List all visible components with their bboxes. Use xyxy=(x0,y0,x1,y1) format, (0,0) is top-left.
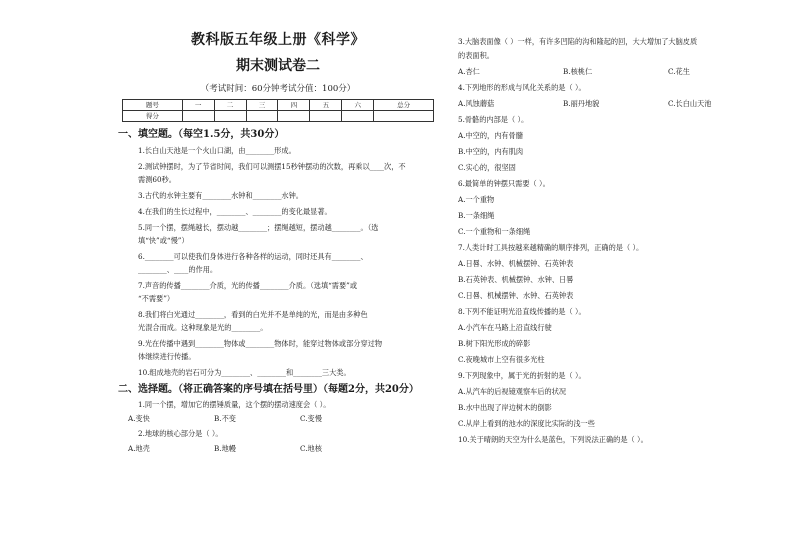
fill-question-6: 6.________可以使我们身体进行各种各样的运动，同时还具有________、 xyxy=(138,252,368,261)
fill-question-9: 9.光在传播中遇到________物体或________物体时，能穿过物体或部分穿过物 xyxy=(138,339,383,348)
option[interactable]: C.地核 xyxy=(300,444,322,453)
score-input-cell[interactable] xyxy=(342,111,374,122)
fill-question-7: 7.声音的传播________介质，光的传播________介质。（选填“需要”或 xyxy=(138,281,358,290)
score-input-cell[interactable] xyxy=(182,111,214,122)
option[interactable]: A.日晷、水钟、机械摆钟、石英钟表 xyxy=(458,259,574,268)
option[interactable]: B.不变 xyxy=(214,414,236,423)
choice-question-4: 4.下列地形的形成与风化关系的是（ ）。 xyxy=(458,83,586,92)
choice-question-3-cont: 的表面积。 xyxy=(458,51,494,60)
choice-question-7: 7.人类计时工具按越来越精确的顺序排列，正确的是（ ）。 xyxy=(458,243,644,252)
fill-question-8: 8.我们将白光通过________，看到的白光并不是单纯的光，而是由多种色 xyxy=(138,310,368,319)
choice-question-4-options xyxy=(458,98,778,109)
score-cell: 二 xyxy=(214,100,246,111)
option[interactable]: B.一条细绳 xyxy=(458,211,495,220)
option[interactable]: A.一个重物 xyxy=(458,195,495,204)
option[interactable]: B.地幔 xyxy=(214,444,236,453)
option[interactable]: B.中空的，内有肌肉 xyxy=(458,147,524,156)
choice-question-3: 3.大脑表面像（ ）一样，有许多凹陷的沟和隆起的回，大大增加了大脑皮质 xyxy=(458,37,698,46)
score-cell: 四 xyxy=(278,100,310,111)
exam-info: （考试时间：60分钟考试分值：100分） xyxy=(200,84,356,94)
option[interactable]: C.变慢 xyxy=(300,414,322,423)
option[interactable]: A.小汽车在马路上沿直线行驶 xyxy=(458,323,552,332)
option[interactable]: C.一个重物和一条细绳 xyxy=(458,227,531,236)
option[interactable]: A.地壳 xyxy=(128,444,150,453)
score-input-cell[interactable] xyxy=(310,111,342,122)
choice-question-3-options xyxy=(458,66,778,77)
fill-question-4: 4.在我们的生长过程中，________、________的变化最显著。 xyxy=(138,207,332,216)
fill-question-6-cont: ________、____的作用。 xyxy=(138,265,218,274)
option[interactable]: A.中空的，内有骨髓 xyxy=(458,131,523,140)
score-cell: 六 xyxy=(342,100,374,111)
option[interactable]: B.核桃仁 xyxy=(563,67,593,76)
choice-question-1-options xyxy=(118,413,438,424)
option[interactable]: B.丽丹地貌 xyxy=(563,99,600,108)
score-table xyxy=(122,99,434,122)
choice-question-6: 6.最简单的钟摆只需要（ ）。 xyxy=(458,179,550,188)
score-table-header-row xyxy=(123,100,434,111)
option[interactable]: C.日晷、机械摆钟、水钟、石英钟表 xyxy=(458,291,574,300)
score-cell: 得分 xyxy=(123,111,183,122)
choice-question-5: 5.骨骼的内部是（ ）。 xyxy=(458,115,529,124)
fill-question-5: 5.同一个摆，摆绳越长，摆动越________；摆绳越短，摆动越________。（选 xyxy=(138,223,379,232)
option[interactable]: A.风蚀蘑菇 xyxy=(458,99,495,108)
exam-subtitle: 期末测试卷二 xyxy=(236,58,320,74)
fill-question-2: 2.测试钟摆时，为了节省时间，我们可以测摆15秒钟摆动的次数，再乘以____次，不 xyxy=(138,162,406,171)
fill-question-3: 3.古代的水钟主要有________水钟和________水钟。 xyxy=(138,191,303,200)
right-column xyxy=(458,36,778,445)
fill-question-7-cont: “不需要”） xyxy=(138,294,175,303)
score-input-cell[interactable] xyxy=(374,111,434,122)
score-cell: 五 xyxy=(310,100,342,111)
choice-question-9: 9.下列现象中，属于光的折射的是（ ）。 xyxy=(458,371,586,380)
option[interactable]: A.杏仁 xyxy=(458,67,480,76)
score-input-cell[interactable] xyxy=(278,111,310,122)
choice-question-1: 1.同一个摆，增加它的摆锤质量，这个摆的摆动速度会（ ）。 xyxy=(138,400,331,409)
score-cell: 一 xyxy=(182,100,214,111)
score-table-score-row xyxy=(123,111,434,122)
fill-question-10: 10.组成地壳的岩石可分为________、________和________三大类。 xyxy=(138,368,351,377)
fill-question-5-cont: 填“快”或“慢”） xyxy=(138,236,189,245)
option[interactable]: C.长白山天池 xyxy=(668,99,712,108)
option[interactable]: C.从岸上看到的池水的深度比实际的浅一些 xyxy=(458,419,595,428)
option[interactable]: B.树下阳光形成的碎影 xyxy=(458,339,531,348)
score-cell: 总分 xyxy=(374,100,434,111)
score-input-cell[interactable] xyxy=(246,111,278,122)
option[interactable]: A.变快 xyxy=(128,414,150,423)
score-cell: 题号 xyxy=(123,100,183,111)
option[interactable]: C.花生 xyxy=(668,67,690,76)
left-column xyxy=(118,30,438,454)
choice-question-8: 8.下列不能证明光沿直线传播的是（ ）。 xyxy=(458,307,586,316)
option[interactable]: B.石英钟表、机械摆钟、水钟、日晷 xyxy=(458,275,574,284)
score-cell: 三 xyxy=(246,100,278,111)
option[interactable]: B.水中出现了岸边树木的倒影 xyxy=(458,403,552,412)
fill-question-9-cont: 体继续进行传播。 xyxy=(138,352,196,361)
exam-title: 教科版五年级上册《科学》 xyxy=(191,32,365,48)
choice-question-2: 2.地球的核心部分是（ ）。 xyxy=(138,429,223,438)
option[interactable]: C.夜晚城市上空有很多光柱 xyxy=(458,355,545,364)
section1-heading: 一、填空题。（每空1.5分，共30分） xyxy=(118,129,285,140)
section2-heading: 二、选择题。（将正确答案的序号填在括号里）（每题2分，共20分） xyxy=(118,384,419,395)
fill-question-1: 1.长白山天池是一个火山口湖，由________形成。 xyxy=(138,146,296,155)
fill-question-2-cont: 需测60秒。 xyxy=(138,175,176,184)
fill-question-8-cont: 光混合而成。这种现象是光的________。 xyxy=(138,323,268,332)
option[interactable]: C.实心的，很坚固 xyxy=(458,163,516,172)
option[interactable]: A.从汽车的后视镜观察车后的状况 xyxy=(458,387,567,396)
score-input-cell[interactable] xyxy=(214,111,246,122)
choice-question-10: 10.关于晴朗的天空为什么是蓝色，下列说法正确的是（ ）。 xyxy=(458,435,648,444)
choice-question-2-options xyxy=(118,443,438,454)
